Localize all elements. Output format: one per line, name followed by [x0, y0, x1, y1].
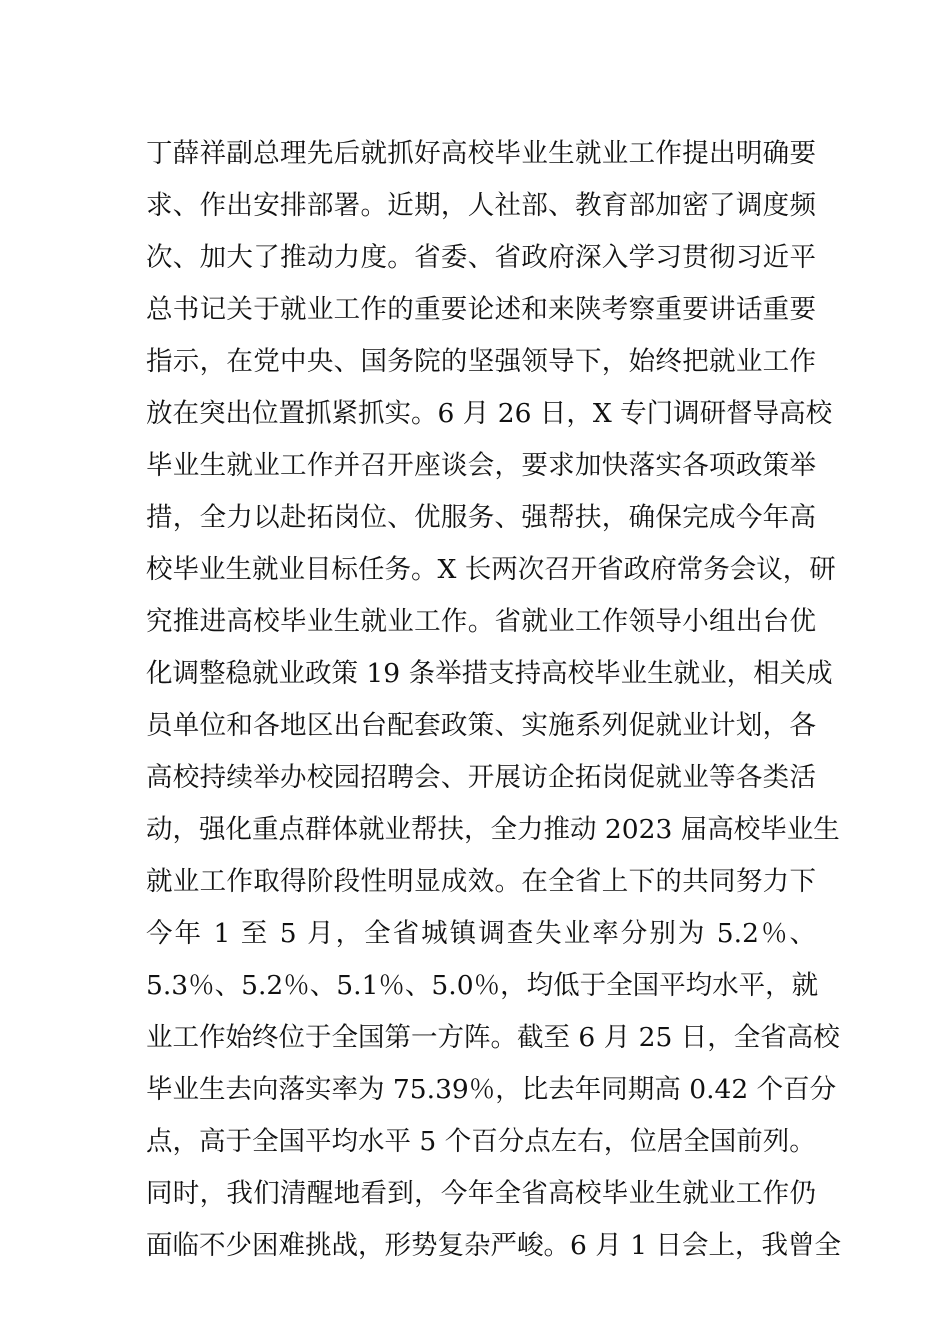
- paragraph-line: 指示，在党中央、国务院的坚强领导下，始终把就业工作: [146, 346, 816, 377]
- paragraph-line: 动，强化重点群体就业帮扶，全力推动 2023 届高校毕业生: [146, 814, 840, 845]
- paragraph-line: 同时，我们清醒地看到，今年全省高校毕业生就业工作仍: [146, 1178, 816, 1209]
- paragraph-line: 究推进高校毕业生就业工作。省就业工作领导小组出台优: [146, 606, 816, 637]
- paragraph-line: 就业工作取得阶段性明显成效。在全省上下的共同努力下: [146, 866, 816, 897]
- paragraph-line: 求、作出安排部署。近期，人社部、教育部加密了调度频: [146, 190, 816, 221]
- paragraph-line: 丁薛祥副总理先后就抓好高校毕业生就业工作提出明确要: [146, 138, 816, 169]
- paragraph-line: 毕业生就业工作并召开座谈会，要求加快落实各项政策举: [146, 450, 816, 481]
- paragraph-line: 员单位和各地区出台配套政策、实施系列促就业计划，各: [146, 710, 816, 741]
- body-paragraph: [146, 128, 841, 1272]
- paragraph-line: 次、加大了推动力度。省委、省政府深入学习贯彻习近平: [146, 242, 816, 273]
- paragraph-line: 总书记关于就业工作的重要论述和来陕考察重要讲话重要: [146, 294, 816, 325]
- paragraph-line: 业工作始终位于全国第一方阵。截至 6 月 25 日，全省高校: [146, 1022, 840, 1053]
- paragraph-line: 高校持续举办校园招聘会、开展访企拓岗促就业等各类活: [146, 762, 816, 793]
- paragraph-line: 放在突出位置抓紧抓实。6 月 26 日，X 专门调研督导高校: [146, 398, 833, 429]
- paragraph-line: 校毕业生就业目标任务。X 长两次召开省政府常务会议，研: [146, 554, 836, 585]
- paragraph-line: 点，高于全国平均水平 5 个百分点左右，位居全国前列。: [146, 1126, 816, 1157]
- paragraph-line: 5.3％、5.2％、5.1％、5.0％，均低于全国平均水平，就: [146, 970, 819, 1001]
- paragraph-line: 措，全力以赴拓岗位、优服务、强帮扶，确保完成今年高: [146, 502, 816, 533]
- paragraph-line: 今年 1 至 5 月，全省城镇调查失业率分别为 5.2％、: [146, 918, 816, 949]
- paragraph-line: 毕业生去向落实率为 75.39％，比去年同期高 0.42 个百分: [146, 1074, 837, 1105]
- paragraph-line: 面临不少困难挑战，形势复杂严峻。6 月 1 日会上，我曾全: [146, 1230, 841, 1261]
- paragraph-line: 化调整稳就业政策 19 条举措支持高校毕业生就业，相关成: [146, 658, 833, 689]
